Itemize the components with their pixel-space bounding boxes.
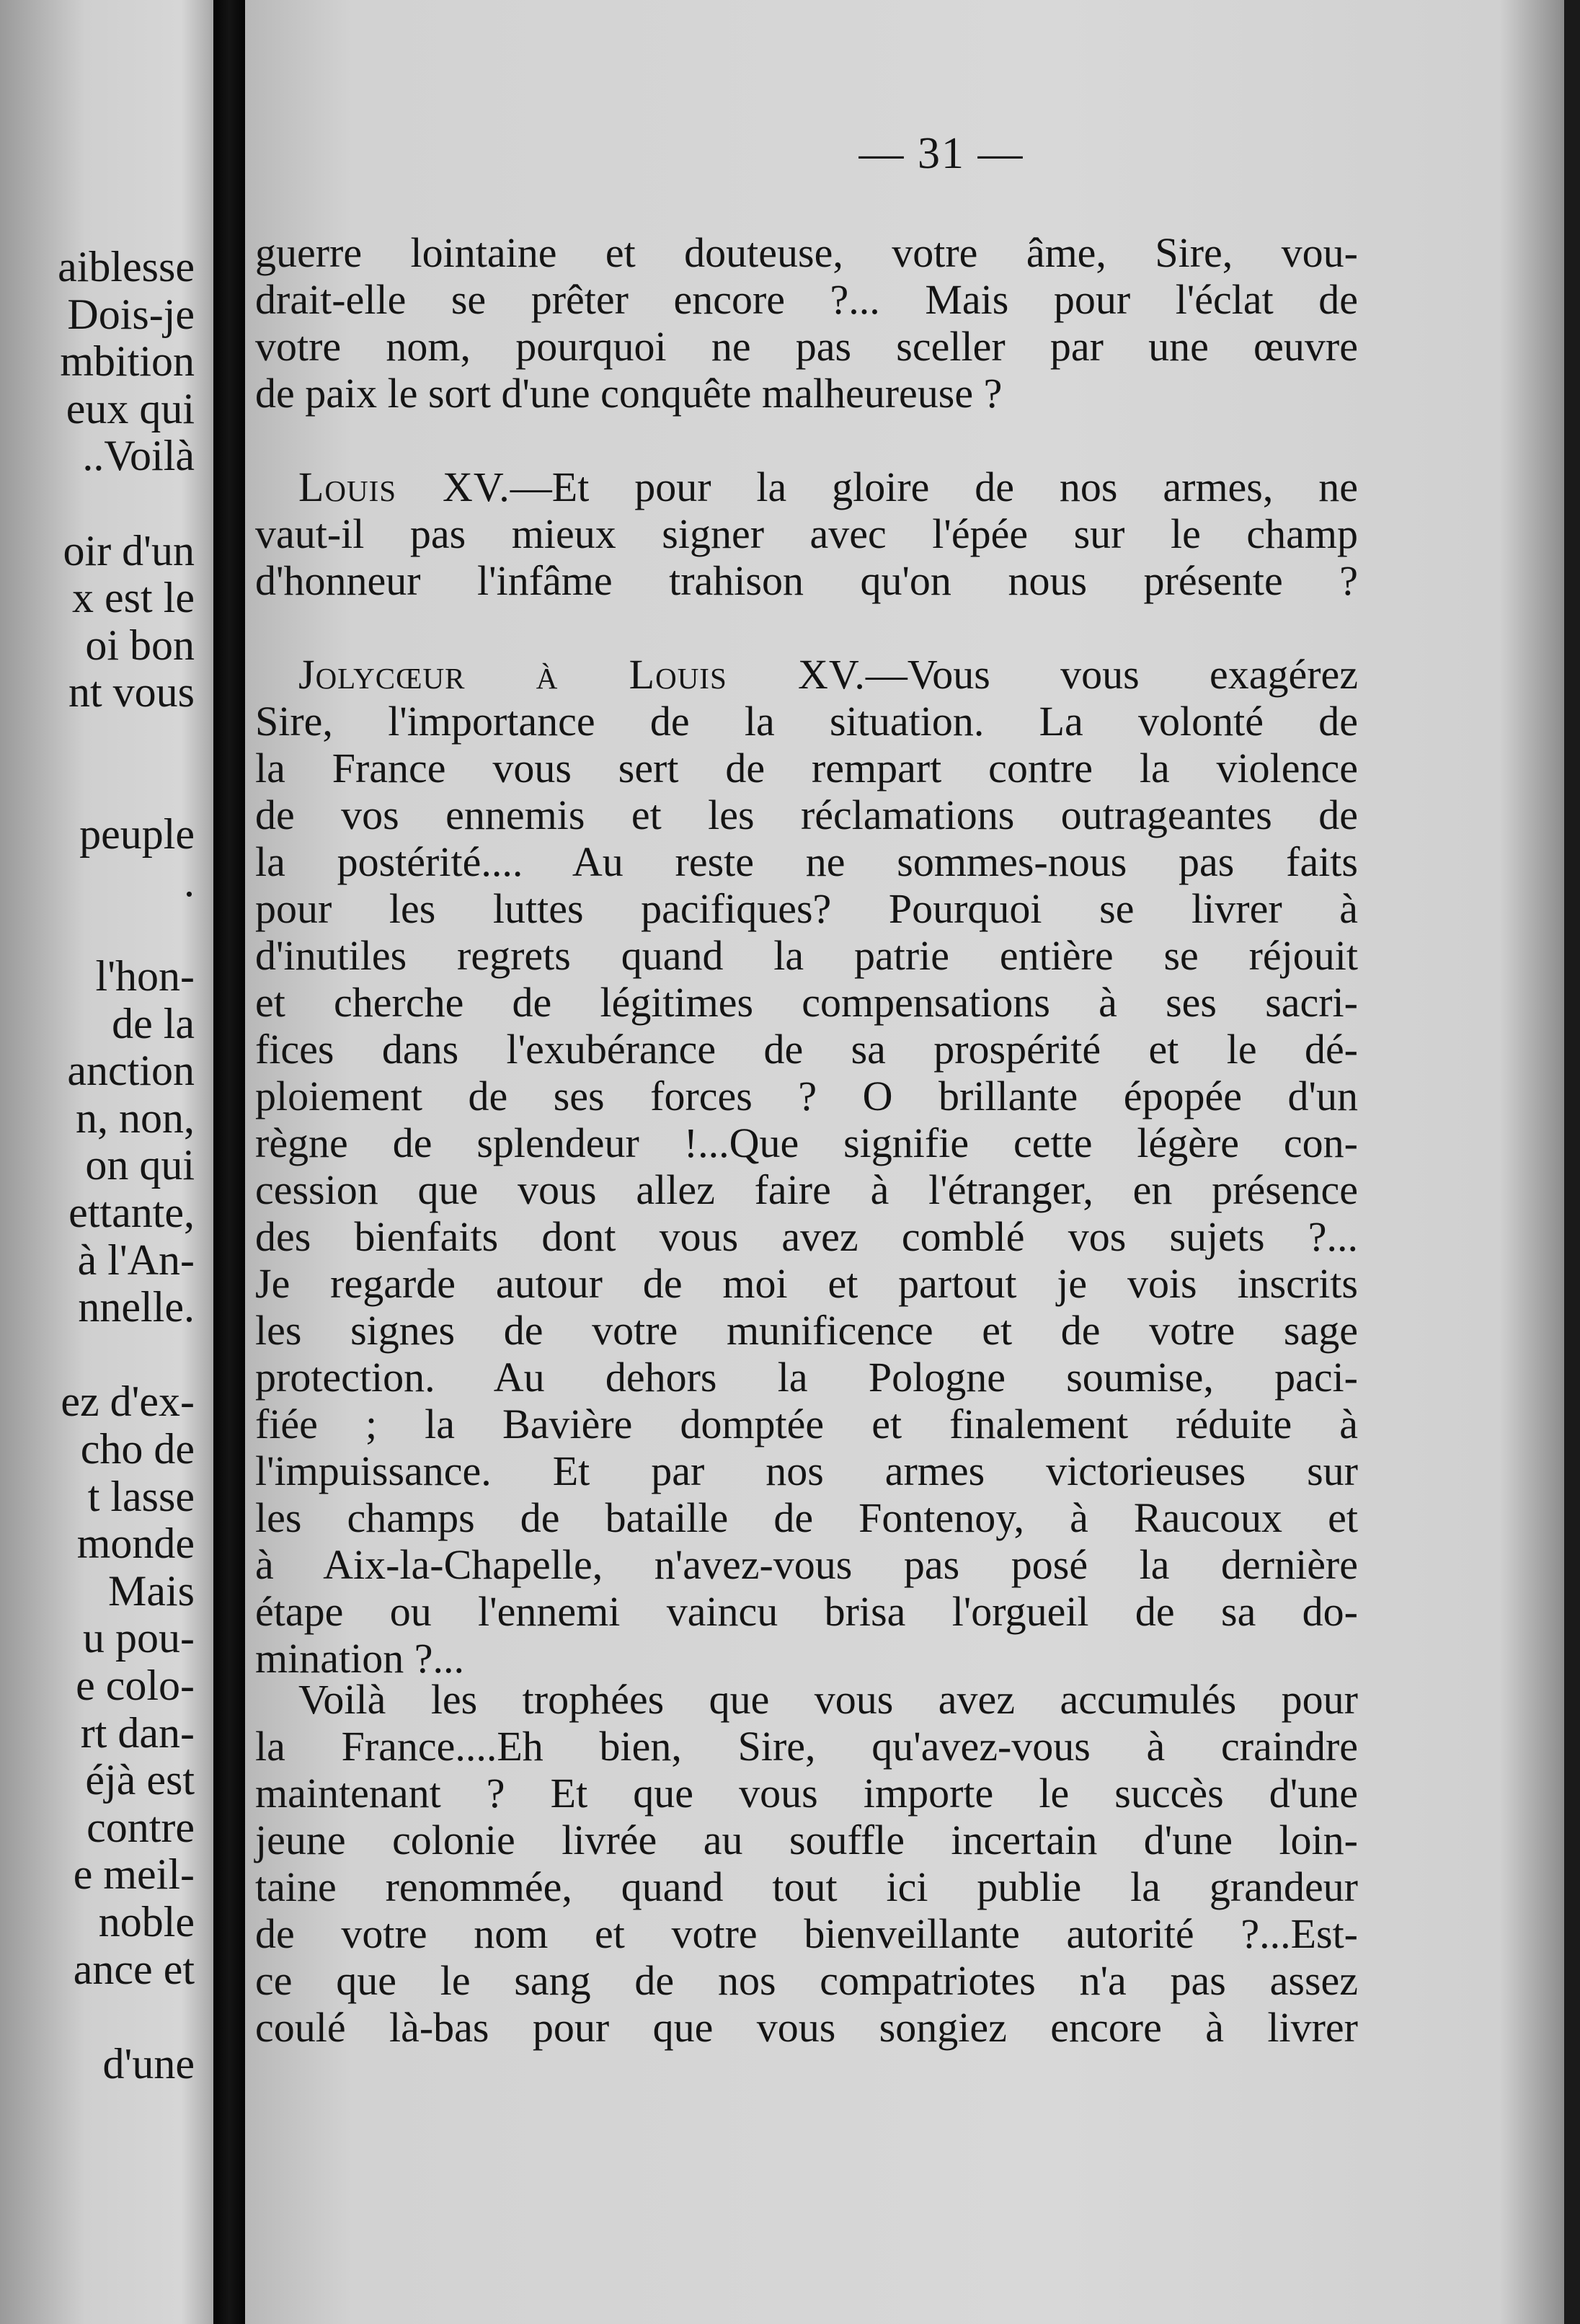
- left-page-line: ance et: [73, 1945, 195, 1993]
- left-page-line: contre: [86, 1803, 195, 1851]
- left-page-line: de la: [112, 999, 195, 1047]
- text-line: fices dans l'exubérance de sa prospérité et le dé-: [255, 1026, 1358, 1073]
- text-line: de paix le sort d'une conquête malheureuse ?: [255, 370, 1003, 417]
- text-line: la France vous sert de rempart contre la violence: [255, 745, 1358, 791]
- speaker-text: —Vous vous exagérez: [865, 651, 1358, 698]
- text-line: d'honneur l'infâme trahison qu'on nous présente ?: [255, 557, 1358, 604]
- text-line: des bienfaits dont vous avez comblé vos sujets ?...: [255, 1213, 1358, 1260]
- text-line: Sire, l'importance de la situation. La volonté de: [255, 698, 1358, 745]
- left-page-line: noble: [98, 1898, 195, 1946]
- left-page-line: oir d'un: [63, 526, 195, 575]
- text-line: Je regarde autour de moi et partout je vois inscrits: [255, 1260, 1358, 1307]
- left-page-line: nnelle.: [78, 1283, 195, 1331]
- text-line: à Aix-la-Chapelle, n'avez-vous pas posé la dernière: [255, 1541, 1358, 1588]
- speaker-name: Louis XV.: [298, 464, 510, 510]
- left-page-line: rt dan-: [80, 1708, 195, 1757]
- left-page-line: t lasse: [87, 1472, 195, 1520]
- text-line: et cherche de légitimes compensations à ses sacri-: [255, 979, 1358, 1026]
- text-line: coulé là-bas pour que vous songiez encore à livrer: [255, 2004, 1358, 2051]
- text-line: maintenant ? Et que vous importe le succès d'une: [255, 1770, 1358, 1817]
- text-line: pour les luttes pacifiques? Pourquoi se livrer à: [255, 885, 1358, 932]
- text-line: la France....Eh bien, Sire, qu'avez-vous à craindre: [255, 1723, 1358, 1770]
- text-line: la postérité.... Au reste ne sommes-nous pas faits: [255, 838, 1358, 885]
- text-line: Voilà les trophées que vous avez accumulés pour: [298, 1676, 1358, 1723]
- right-page: [245, 0, 1580, 2324]
- text-line: vaut-il pas mieux signer avec l'épée sur le champ: [255, 510, 1358, 557]
- left-page-line: l'hon-: [95, 952, 195, 1000]
- left-page-line: .: [184, 857, 195, 905]
- left-page-line: d'une: [102, 2039, 195, 2088]
- left-page-line: n, non,: [76, 1094, 195, 1142]
- text-line: de votre nom et votre bienveillante autorité ?...Est-: [255, 1910, 1358, 1957]
- page-edge: [1564, 0, 1580, 2324]
- left-page-line: on qui: [85, 1141, 195, 1189]
- left-page-line: anction: [67, 1047, 195, 1095]
- text-line: guerre lointaine et douteuse, votre âme, Sire, vou-: [255, 229, 1358, 276]
- text-line: ce que le sang de nos compatriotes n'a pas assez: [255, 1957, 1358, 2004]
- text-line: mination ?...: [255, 1635, 464, 1682]
- text-line: drait-elle se prêter encore ?... Mais pour l'éclat de: [255, 276, 1358, 323]
- speaker-name: Jolycœur à Louis XV.: [298, 651, 866, 698]
- left-page-line: ..Voilà: [82, 432, 195, 480]
- speaker-line: [298, 651, 1358, 698]
- left-page-line: cho de: [80, 1425, 195, 1473]
- text-line: fiée ; la Bavière domptée et finalement réduite à: [255, 1401, 1358, 1447]
- left-page-line: e meil-: [73, 1850, 195, 1899]
- text-line: protection. Au dehors la Pologne soumise, paci-: [255, 1354, 1358, 1401]
- left-page-line: eux qui: [66, 384, 195, 433]
- left-page: [0, 0, 213, 2324]
- left-page-line: oi bon: [85, 621, 195, 669]
- text-line: cession que vous allez faire à l'étranger, en présence: [255, 1166, 1358, 1213]
- text-line: jeune colonie livrée au souffle incertain d'une loin-: [255, 1817, 1358, 1863]
- left-page-line: monde: [76, 1520, 195, 1568]
- book-binding: [213, 0, 245, 2324]
- speaker-text: —Et pour la gloire de nos armes, ne: [510, 464, 1358, 510]
- left-page-line: à l'An-: [77, 1236, 195, 1284]
- text-line: règne de splendeur !...Que signifie cette légère con-: [255, 1119, 1358, 1166]
- text-line: les signes de votre munificence et de votre sage: [255, 1307, 1358, 1354]
- left-page-line: e colo-: [76, 1662, 195, 1709]
- text-line: étape ou l'ennemi vaincu brisa l'orgueil de sa do-: [255, 1588, 1358, 1635]
- left-page-line: ettante,: [68, 1189, 195, 1236]
- left-page-line: nt vous: [68, 668, 195, 717]
- left-page-line: x est le: [72, 574, 195, 622]
- left-page-line: ez d'ex-: [61, 1378, 195, 1426]
- text-line: l'impuissance. Et par nos armes victorieuses sur: [255, 1447, 1358, 1494]
- left-page-line: u pou-: [83, 1614, 195, 1662]
- text-line: taine renommée, quand tout ici publie la grandeur: [255, 1863, 1358, 1910]
- speaker-line: [298, 464, 1358, 511]
- page-number: — 31 —: [858, 129, 1024, 178]
- left-page-line: Mais: [108, 1566, 195, 1615]
- left-page-line: éjà est: [85, 1756, 195, 1804]
- text-line: ploiement de ses forces ? O brillante épopée d'un: [255, 1073, 1358, 1119]
- text-line: d'inutiles regrets quand la patrie entière se réjouit: [255, 932, 1358, 979]
- left-page-line: Dois-je: [67, 290, 195, 338]
- text-line: votre nom, pourquoi ne pas sceller par une œuvre: [255, 323, 1358, 370]
- left-page-line: mbition: [60, 337, 195, 386]
- text-line: de vos ennemis et les réclamations outrageantes de: [255, 791, 1358, 838]
- left-page-line: peuple: [79, 810, 195, 859]
- text-line: les champs de bataille de Fontenoy, à Raucoux et: [255, 1494, 1358, 1541]
- left-page-line: aiblesse: [58, 243, 195, 290]
